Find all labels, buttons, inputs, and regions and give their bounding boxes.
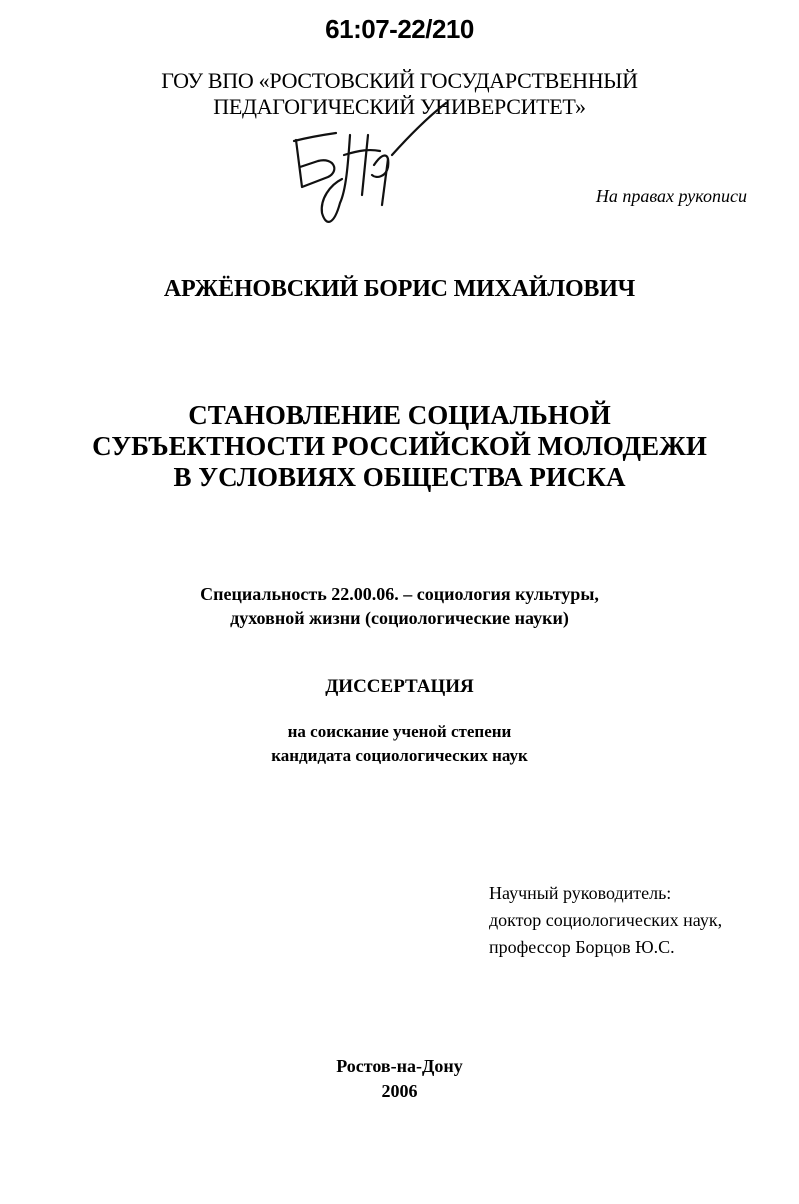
- advisor-line-2: профессор Борцов Ю.С.: [489, 937, 675, 957]
- university-line-1: ГОУ ВПО «РОСТОВСКИЙ ГОСУДАРСТВЕННЫЙ: [161, 68, 638, 93]
- specialty-line-2: духовной жизни (социологические науки): [230, 608, 569, 628]
- document-type: ДИССЕРТАЦИЯ: [325, 676, 474, 697]
- degree-line-2: кандидата социологических наук: [271, 746, 528, 765]
- dissertation-title: [0, 400, 799, 493]
- title-line-1: СТАНОВЛЕНИЕ СОЦИАЛЬНОЙ: [188, 400, 611, 430]
- handwritten-signature: [270, 95, 450, 235]
- specialty-line-1: Специальность 22.00.06. – социология культуры,: [200, 584, 599, 604]
- city: Ростов-на-Дону: [336, 1056, 463, 1076]
- archive-code: 61:07-22/210: [325, 14, 474, 44]
- rights-note: На правах рукописи: [595, 186, 747, 206]
- author-name: АРЖЁНОВСКИЙ БОРИС МИХАЙЛОВИЧ: [163, 276, 636, 302]
- year: 2006: [381, 1081, 418, 1101]
- specialty: [0, 582, 799, 630]
- advisor-block: [489, 880, 722, 961]
- title-line-2: СУБЪЕКТНОСТИ РОССИЙСКОЙ МОЛОДЕЖИ: [92, 431, 707, 461]
- footer-place-year: [0, 1054, 799, 1104]
- university-line-2: ПЕДАГОГИЧЕСКИЙ УНИВЕРСИТЕТ»: [213, 94, 586, 119]
- advisor-line-1: доктор социологических наук,: [489, 910, 723, 930]
- advisor-label: Научный руководитель:: [489, 883, 672, 903]
- title-line-3: В УСЛОВИЯХ ОБЩЕСТВА РИСКА: [173, 462, 626, 492]
- degree-info: [0, 720, 799, 768]
- degree-line-1: на соискание ученой степени: [287, 722, 512, 741]
